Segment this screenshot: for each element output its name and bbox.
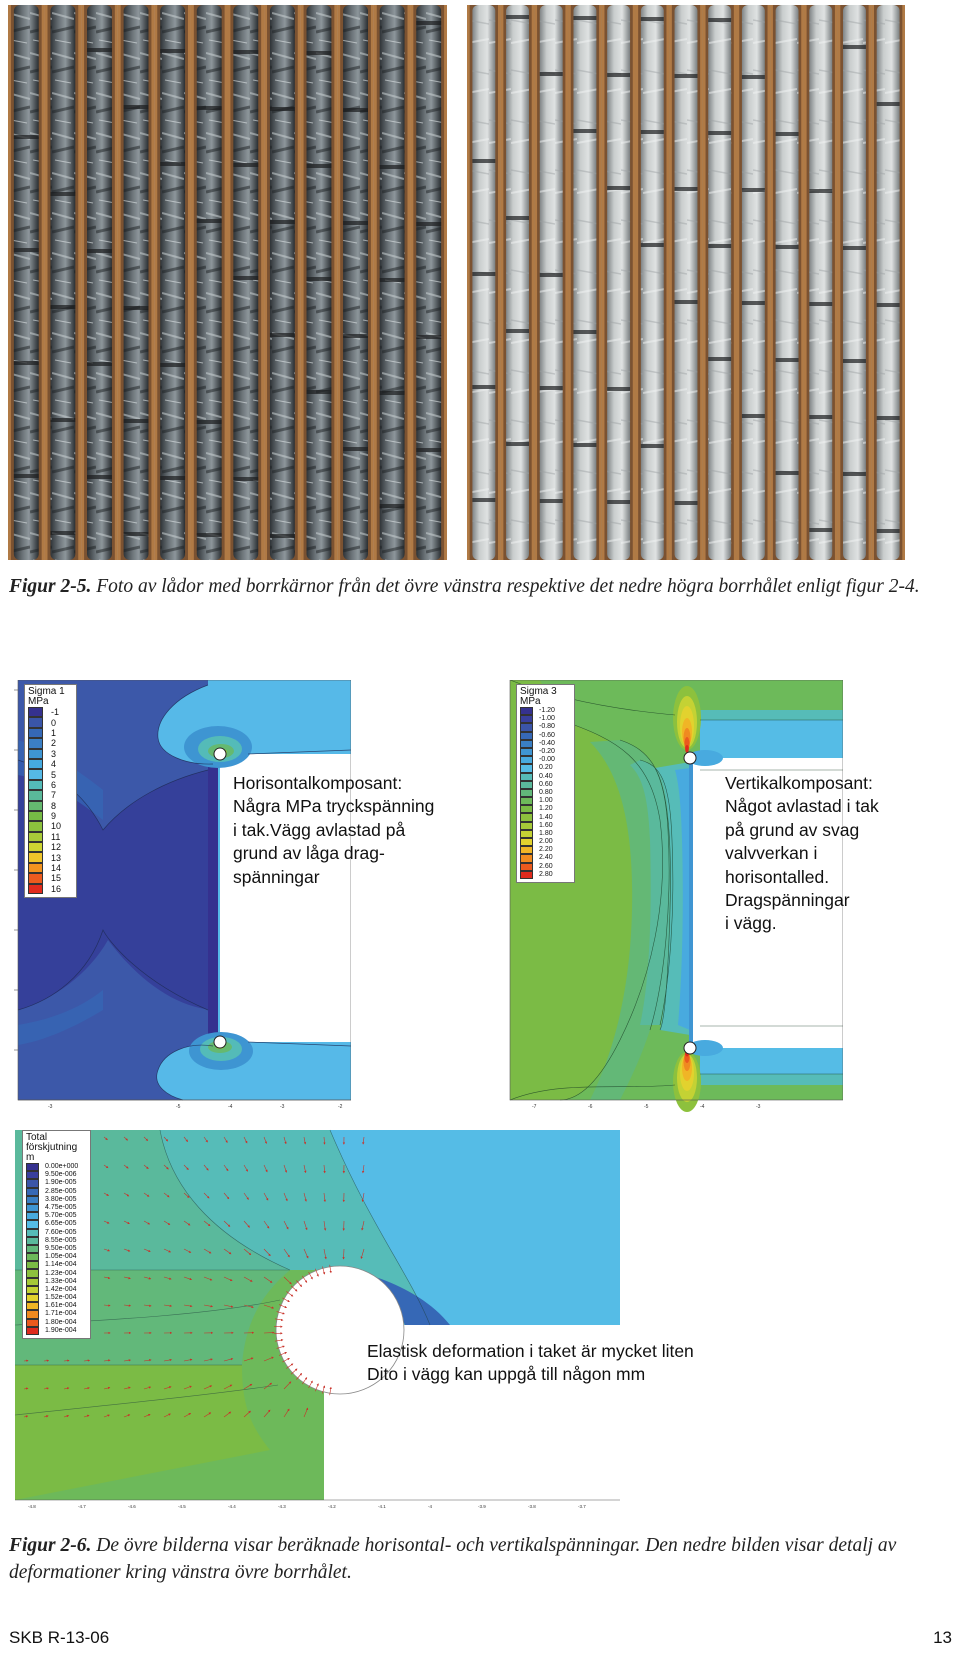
legend-value: 2.60: [539, 862, 553, 870]
legend-swatch: [26, 1204, 39, 1212]
displacement-x-tick: -4.4: [228, 1504, 236, 1509]
displacement-annotation: [367, 1340, 787, 1387]
displacement-contour-plot: [10, 1125, 620, 1510]
legend-value: 6.65e-005: [45, 1220, 77, 1228]
legend-swatch: [520, 822, 533, 830]
annotation-line: i vägg.: [725, 913, 777, 934]
legend-value: 16: [51, 883, 62, 894]
legend-entry: [28, 780, 74, 790]
legend-swatch: [26, 1179, 39, 1187]
legend-value: -1.00: [539, 715, 555, 723]
legend-value: -0.60: [539, 731, 555, 739]
legend-entry: [26, 1302, 88, 1310]
legend-entry: [520, 748, 572, 756]
legend-swatch: [520, 854, 533, 862]
legend-value: -0.40: [539, 739, 555, 747]
legend-swatch: [28, 790, 43, 800]
legend-entry: [26, 1327, 88, 1335]
legend-entry: [26, 1171, 88, 1179]
legend-value: 12: [51, 842, 62, 853]
legend-swatch: [26, 1278, 39, 1286]
legend-swatch: [26, 1196, 39, 1204]
legend-value: 10: [51, 821, 62, 832]
legend-value: 2: [51, 738, 57, 749]
legend-swatch: [28, 717, 43, 727]
legend-entry: [26, 1286, 88, 1294]
legend-value: 1.40: [539, 813, 553, 821]
legend-entry: [28, 832, 74, 842]
legend-entry: [26, 1196, 88, 1204]
legend-entry: [520, 723, 572, 731]
legend-value: 9: [51, 811, 57, 822]
sigma3-x-tick: -4: [700, 1104, 705, 1110]
sigma3-legend-title: Sigma 3: [520, 686, 557, 697]
legend-entry: [26, 1278, 88, 1286]
legend-entry: [26, 1179, 88, 1187]
legend-swatch: [26, 1310, 39, 1318]
legend-swatch: [26, 1294, 39, 1302]
legend-value: 7: [51, 790, 57, 801]
legend-entry: [520, 805, 572, 813]
legend-swatch: [520, 756, 533, 764]
annotation-line: Något avlastad i tak: [725, 796, 879, 817]
legend-value: 8: [51, 800, 57, 811]
legend-entry: [26, 1294, 88, 1302]
legend-entry: [28, 790, 74, 800]
displacement-x-tick: -3.7: [578, 1504, 586, 1509]
legend-swatch: [26, 1286, 39, 1294]
sigma1-x-tick: -2: [338, 1104, 343, 1110]
legend-value: 0.00e+000: [45, 1163, 79, 1171]
legend-entry: [28, 707, 74, 717]
legend-value: 1.80: [539, 829, 553, 837]
legend-swatch: [26, 1237, 39, 1245]
sigma3-x-tick: -7: [532, 1104, 537, 1110]
legend-value: 1.90e-004: [45, 1326, 77, 1334]
annotation-line: horisontalled.: [725, 866, 830, 887]
legend-value: 1.42e-004: [45, 1285, 77, 1293]
legend-swatch: [520, 871, 533, 879]
legend-swatch: [28, 873, 43, 883]
sigma1-x-tick: -4: [228, 1104, 233, 1110]
legend-entry: [28, 738, 74, 748]
legend-value: 7.60e-005: [45, 1228, 77, 1236]
legend-swatch: [28, 801, 43, 811]
legend-entry: [520, 756, 572, 764]
legend-value: 0.60: [539, 780, 553, 788]
legend-value: 3: [51, 748, 57, 759]
legend-entry: [520, 854, 572, 862]
legend-swatch: [520, 748, 533, 756]
displacement-x-tick: -4: [428, 1504, 433, 1509]
legend-swatch: [26, 1253, 39, 1261]
legend-value: 11: [51, 831, 61, 842]
displacement-legend-title: Total: [26, 1132, 48, 1143]
legend-entry: [26, 1204, 88, 1212]
displacement-x-tick: -4.6: [128, 1504, 136, 1509]
legend-value: 2.20: [539, 846, 553, 854]
legend-swatch: [26, 1302, 39, 1310]
legend-swatch: [28, 811, 43, 821]
legend-swatch: [26, 1261, 39, 1269]
legend-entry: [26, 1253, 88, 1261]
annotation-line: Elastisk deformation i taket är mycket liten: [367, 1341, 694, 1361]
legend-value: 0: [51, 717, 57, 728]
figure-2-6-text: De övre bilderna visar beräknade horisontal- och vertikalspänningar. Den nedre bilden visar detalj av deformationer kring vänstra övre borrhålet.: [9, 1535, 897, 1583]
legend-value: -1: [51, 707, 60, 718]
legend-swatch: [26, 1319, 39, 1327]
legend-swatch: [28, 738, 43, 748]
sigma1-x-tick: -3: [48, 1104, 53, 1110]
legend-entry: [26, 1188, 88, 1196]
legend-swatch: [28, 759, 43, 769]
legend-value: 5: [51, 769, 57, 780]
legend-entry: [26, 1261, 88, 1269]
legend-entry: [520, 715, 572, 723]
sigma3-x-tick: -3: [756, 1104, 761, 1110]
legend-entry: [28, 852, 74, 862]
legend-swatch: [520, 764, 533, 772]
legend-entry: [28, 749, 74, 759]
legend-entry: [28, 728, 74, 738]
legend-entry: [26, 1163, 88, 1171]
legend-value: -1.20: [539, 707, 555, 715]
sigma1-legend-title: Sigma 1: [28, 686, 65, 697]
sigma3-annotation: [725, 772, 925, 936]
legend-entry: [26, 1269, 88, 1277]
legend-swatch: [28, 821, 43, 831]
legend-value: 1: [51, 727, 57, 738]
legend-swatch: [28, 832, 43, 842]
legend-value: 6: [51, 779, 57, 790]
legend-swatch: [520, 707, 533, 715]
displacement-x-tick: -4.3: [278, 1504, 286, 1509]
legend-value: 1.90e-005: [45, 1179, 77, 1187]
legend-swatch: [520, 830, 533, 838]
sigma3-legend-unit: MPa: [520, 696, 541, 707]
legend-entry: [28, 769, 74, 779]
figure-2-5-label: Figur 2-5.: [9, 576, 92, 597]
footer-report-id: SKB R-13-06: [9, 1628, 110, 1647]
legend-value: 2.00: [539, 838, 553, 846]
sigma1-x-tick: -3: [280, 1104, 285, 1110]
legend-swatch: [26, 1229, 39, 1237]
legend-entry: [520, 863, 572, 871]
legend-swatch: [28, 863, 43, 873]
legend-value: 1.20: [539, 805, 553, 813]
legend-swatch: [520, 781, 533, 789]
legend-entry: [26, 1237, 88, 1245]
legend-swatch: [28, 707, 43, 717]
displacement-legend: [22, 1130, 91, 1339]
core-box-photo-left: [8, 5, 447, 560]
legend-swatch: [26, 1163, 39, 1171]
legend-entry: [26, 1229, 88, 1237]
legend-entry: [520, 764, 572, 772]
legend-value: 1.52e-004: [45, 1294, 77, 1302]
legend-swatch: [26, 1212, 39, 1220]
annotation-line: Dragspänningar: [725, 890, 850, 911]
legend-swatch: [520, 732, 533, 740]
sigma1-x-tick: -5: [176, 1104, 181, 1110]
legend-entry: [520, 813, 572, 821]
legend-swatch: [26, 1171, 39, 1179]
legend-value: 5.70e-005: [45, 1212, 77, 1220]
displacement-x-tick: -4.2: [328, 1504, 336, 1509]
legend-value: 2.85e-005: [45, 1187, 77, 1195]
legend-value: 1.60: [539, 821, 553, 829]
legend-entry: [28, 717, 74, 727]
legend-entry: [520, 838, 572, 846]
annotation-line: grund av låga drag-: [233, 843, 385, 864]
legend-entry: [28, 821, 74, 831]
legend-entry: [28, 873, 74, 883]
legend-swatch: [28, 728, 43, 738]
legend-entry: [520, 822, 572, 830]
legend-entry: [520, 707, 572, 715]
figure-2-6-caption: [9, 1532, 949, 1586]
legend-value: 2.80: [539, 870, 553, 878]
legend-swatch: [28, 852, 43, 862]
figure-2-5-text: Foto av lådor med borrkärnor från det övre vänstra respektive det nedre högra borrhålet enligt figur 2-4.: [91, 576, 920, 597]
core-box-photo-right: [467, 5, 905, 560]
legend-value: 14: [51, 863, 62, 874]
legend-swatch: [26, 1245, 39, 1253]
legend-value: 8.55e-005: [45, 1236, 77, 1244]
legend-swatch: [26, 1188, 39, 1196]
legend-value: 4: [51, 759, 57, 770]
annotation-line: på grund av svag: [725, 819, 860, 840]
legend-entry: [26, 1220, 88, 1228]
legend-swatch: [520, 773, 533, 781]
figure-2-5-caption: [9, 573, 939, 600]
legend-swatch: [520, 789, 533, 797]
legend-value: 1.00: [539, 797, 553, 805]
legend-swatch: [520, 805, 533, 813]
legend-swatch: [28, 884, 43, 894]
legend-entry: [26, 1310, 88, 1318]
legend-value: 0.80: [539, 788, 553, 796]
legend-swatch: [520, 838, 533, 846]
legend-entry: [520, 871, 572, 879]
annotation-line: spänningar: [233, 866, 320, 887]
legend-value: 9.50e-006: [45, 1171, 77, 1179]
displacement-legend-title-2: förskjutning: [26, 1142, 78, 1153]
legend-swatch: [26, 1269, 39, 1277]
legend-entry: [520, 732, 572, 740]
legend-value: 1.61e-004: [45, 1302, 77, 1310]
sigma1-annotation: [233, 772, 483, 889]
legend-entry: [26, 1319, 88, 1327]
displacement-x-tick: -4.5: [178, 1504, 186, 1509]
displacement-x-tick: -4.8: [28, 1504, 36, 1509]
legend-swatch: [520, 723, 533, 731]
legend-entry: [28, 863, 74, 873]
legend-swatch: [26, 1327, 39, 1335]
sigma1-legend-unit: MPa: [28, 696, 49, 707]
annotation-line: Vertikalkomposant:: [725, 773, 873, 793]
legend-value: -0.20: [539, 748, 555, 756]
annotation-line: i tak.Vägg avlastad på: [233, 819, 406, 840]
legend-value: 0.20: [539, 764, 553, 772]
legend-value: 2.40: [539, 854, 553, 862]
legend-entry: [520, 789, 572, 797]
legend-value: 9.50e-005: [45, 1244, 77, 1252]
annotation-line: valvverkan i: [725, 843, 818, 864]
legend-swatch: [28, 769, 43, 779]
legend-value: -0.80: [539, 723, 555, 731]
sigma3-legend: [516, 684, 575, 883]
legend-value: 1.80e-004: [45, 1318, 77, 1326]
legend-value: 15: [51, 873, 62, 884]
legend-entry: [28, 801, 74, 811]
legend-entry: [520, 773, 572, 781]
legend-value: 1.71e-004: [45, 1310, 77, 1318]
legend-swatch: [28, 749, 43, 759]
legend-entry: [520, 830, 572, 838]
legend-entry: [26, 1212, 88, 1220]
legend-entry: [28, 759, 74, 769]
legend-value: 1.23e-004: [45, 1269, 77, 1277]
legend-entry: [520, 846, 572, 854]
legend-swatch: [520, 715, 533, 723]
displacement-x-tick: -3.9: [478, 1504, 486, 1509]
sigma1-legend: [24, 684, 77, 898]
legend-entry: [28, 884, 74, 894]
figure-2-6-label: Figur 2-6.: [9, 1535, 92, 1556]
annotation-line: Några MPa tryckspänning: [233, 796, 435, 817]
legend-value: -0.00: [539, 756, 555, 764]
legend-swatch: [28, 842, 43, 852]
displacement-x-tick: -4.1: [378, 1504, 386, 1509]
legend-swatch: [520, 813, 533, 821]
displacement-legend-unit: m: [26, 1152, 35, 1163]
legend-swatch: [520, 740, 533, 748]
displacement-x-tick: -3.8: [528, 1504, 536, 1509]
displacement-x-tick: -4.7: [78, 1504, 86, 1509]
footer-page-number: 13: [933, 1628, 952, 1647]
sigma3-x-tick: -5: [644, 1104, 649, 1110]
legend-swatch: [520, 846, 533, 854]
legend-entry: [520, 781, 572, 789]
legend-entry: [28, 811, 74, 821]
legend-swatch: [28, 780, 43, 790]
legend-swatch: [520, 797, 533, 805]
legend-value: 3.80e-005: [45, 1195, 77, 1203]
legend-entry: [520, 797, 572, 805]
sigma3-x-tick: -6: [588, 1104, 593, 1110]
legend-entry: [26, 1245, 88, 1253]
legend-value: 1.05e-004: [45, 1253, 77, 1261]
legend-value: 1.14e-004: [45, 1261, 77, 1269]
legend-swatch: [520, 863, 533, 871]
annotation-line: Horisontalkomposant:: [233, 773, 403, 793]
legend-value: 0.40: [539, 772, 553, 780]
legend-value: 1.33e-004: [45, 1277, 77, 1285]
annotation-line: Dito i vägg kan uppgå till någon mm: [367, 1364, 646, 1385]
legend-value: 13: [51, 852, 62, 863]
legend-swatch: [26, 1220, 39, 1228]
legend-entry: [28, 842, 74, 852]
legend-entry: [520, 740, 572, 748]
legend-value: 4.75e-005: [45, 1204, 77, 1212]
